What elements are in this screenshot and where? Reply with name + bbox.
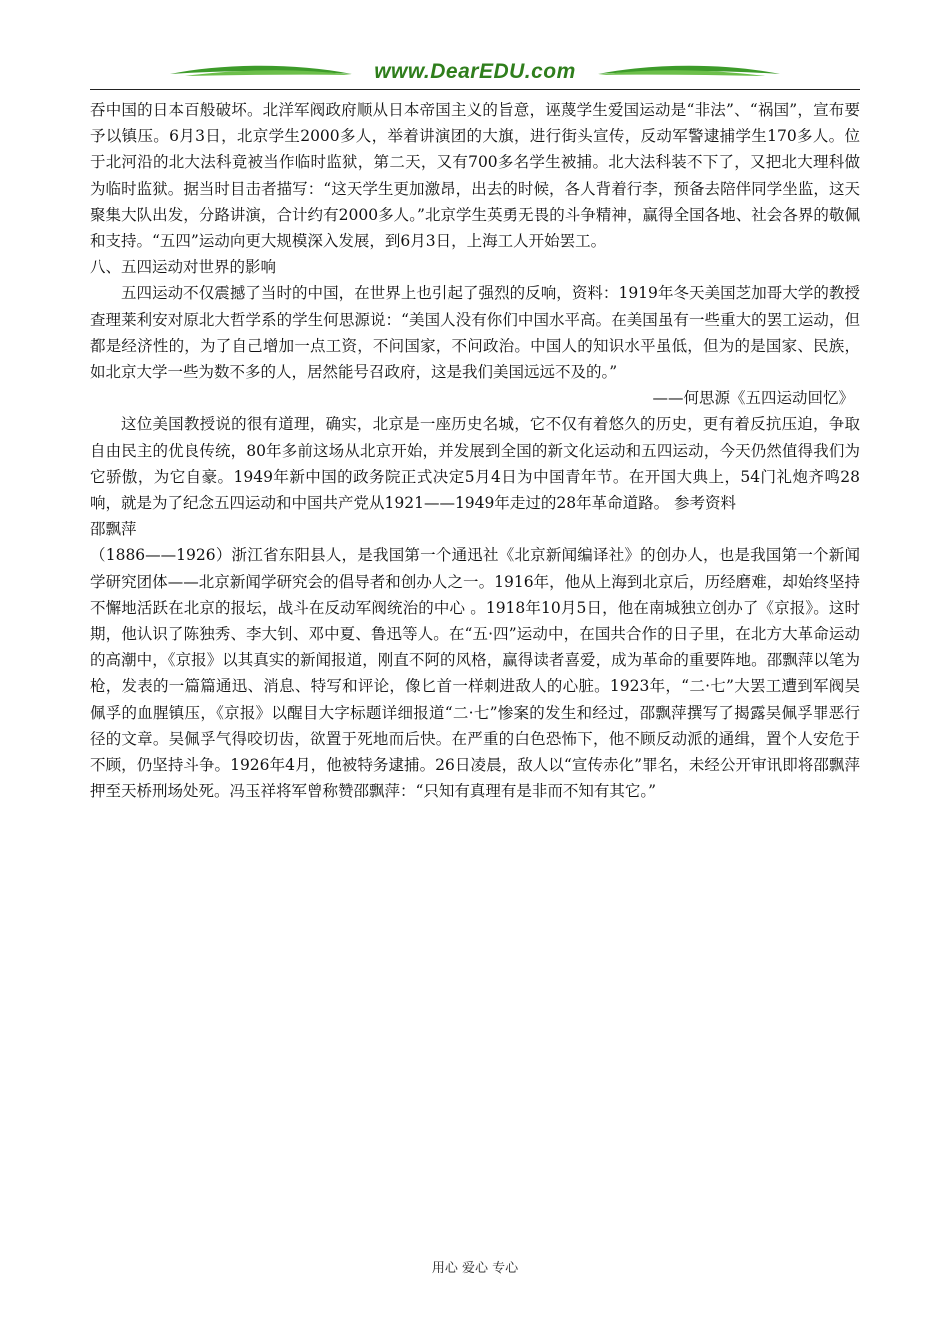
biography-name: 邵飘萍 (90, 520, 137, 539)
site-logo-text[interactable]: www.DearEDU.com (374, 60, 576, 83)
paragraph-biography: （1886——1926）浙江省东阳县人，是我国第一个通迅社《北京新闻编译社》的创办人，也是我国第一个新闻学研究团体——北京新闻学研究会的倡导者和创办人之一。1916年，他从上海到北京后，历经磨难，却始终坚持不懈地活跃在北京的报坛，战斗在反动军阀统治的中心 。1918年10月5日，他在南城独立创办了《京报》。这时期，他认识了陈独秀、李大钊、邓中夏、鲁迅等人。在“五·四”运动中，在国共合作的日子里，在北方大革命运动的高潮中，《京报》以其真实的新闻报道，刚直不阿的风格，赢得读者喜爱，成为革命的重要阵地。邵飘萍以笔为枪，发表的一篇篇通迅、消息、特写和评论，像匕首一样刺进敌人的心脏。1923年，“二·七”大罢工遭到军阀吴佩孚的血腥镇压，《京报》以醒目大字标题详细报道“二·七”惨案的发生和经过，邵飘萍撰写了揭露吴佩孚罪恶行径的文章。吴佩孚气得咬切齿，欲置于死地而后快。在严重的白色恐怖下，他不顾反动派的通缉，置个人安危于不顾，仍坚持斗争。1926年4月，他被特务逮捕。26日凌晨，敌人以“宣传赤化”罪名，未经公开审讯即将邵飘萍押至天桥刑场处死。冯玉祥将军曾称赞邵飘萍：“只知有真理有是非而不知有其它。” (90, 546, 860, 801)
page-footer: 用心 爱心 专心 (431, 1261, 519, 1276)
article-body (90, 97, 860, 804)
paragraph-world-impact: 五四运动不仅震撼了当时的中国，在世界上也引起了强烈的反响，资料：1919年冬天美国芝加哥大学的教授查理莱利安对原北大哲学系的学生何思源说：“美国人没有你们中国水平高。在美国虽有一些重大的罢工运动，但都是经济性的，为了自己增加一点工资，不问国家，不问政治。中国人的知识水平虽低，但为的是国家、民族，如北京大学一些为数不多的人，居然能号召政府，这是我们美国远远不及的。” (90, 284, 860, 382)
header-rule (90, 89, 860, 90)
section-heading: 八、五四运动对世界的影响 (90, 258, 277, 277)
paragraph-beijing-history: 这位美国教授说的很有道理，确实，北京是一座历史名城，它不仅有着悠久的历史，更有着反抗压迫，争取自由民主的优良传统，80年多前这场从北京开始，并发展到全国的新文化运动和五四运动，今天仍然值得我们为它骄傲，为它自豪。1949年新中国的政务院正式决定5月4日为中国青年节。在开国大典上，54门礼炮齐鸣28响，就是为了纪念五四运动和中国共产党从1921——1949年走过的28年革命道路。 参考资料 (90, 415, 860, 513)
quote-attribution: ——何思源《五四运动回忆》 (652, 389, 854, 408)
paragraph-students-arrests: 吞中国的日本百般破坏。北洋军阀政府顺从日本帝国主义的旨意，诬蔑学生爱国运动是“非法”、“祸国”，宣布要予以镇压。6月3日，北京学生2000多人，举着讲演团的大旗，进行街头宣传，反动军警逮捕学生170多人。位于北河沿的北大法科竟被当作临时监狱，第二天，又有700多名学生被捕。北大法科装不下了，又把北大理科做为临时监狱。据当时目击者描写：“这天学生更加激昂，出去的时候，各人背着行李，预备去陪伴同学坐监，这天聚集大队出发，分路讲演，合计约有2000多人。”北京学生英勇无畏的斗争精神，赢得全国各地、社会各界的敬佩和支持。“五四”运动向更大规模深入发展，到6月3日，上海工人开始罢工。 (90, 101, 860, 251)
page-header (90, 56, 860, 90)
